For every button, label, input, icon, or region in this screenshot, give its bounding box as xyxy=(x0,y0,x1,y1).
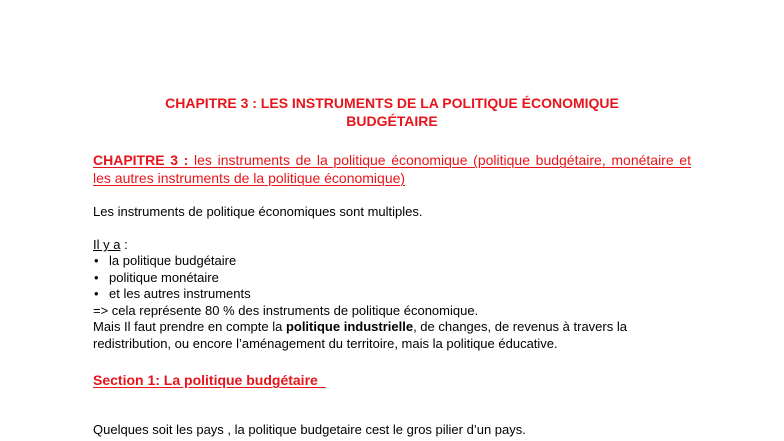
main-title-line-1: CHAPITRE 3 : LES INSTRUMENTS DE LA POLITIQUE ÉCONOMIQUE xyxy=(165,95,619,111)
other-policies-paragraph xyxy=(93,319,691,352)
main-title xyxy=(60,94,724,130)
bullet-icon: • xyxy=(94,286,99,301)
list-item xyxy=(93,253,691,270)
main-title-line-2: BUDGÉTAIRE xyxy=(346,113,438,129)
chapter-heading-label: CHAPITRE 3 : xyxy=(93,152,195,168)
section-heading: Section 1: La politique budgétaire xyxy=(93,372,326,388)
chapter-heading-description: les instruments de la politique économique (politique budgétaire, monétaire et les autres instruments de la politique économique) xyxy=(93,152,691,186)
chapter-heading xyxy=(93,151,691,187)
paragraph-text-start: Mais Il faut prendre en compte la xyxy=(93,319,286,334)
closing-paragraph: Quelques soit les pays , la politique budgetaire cest le gros pilier d’un pays. xyxy=(93,422,526,437)
bullet-icon: • xyxy=(94,253,99,268)
list-item xyxy=(93,270,691,287)
il-y-a-label xyxy=(93,237,691,254)
list-item-text: et les autres instruments xyxy=(109,286,251,301)
list-item-text: politique monétaire xyxy=(109,269,219,285)
instruments-list xyxy=(93,253,691,303)
bullet-icon: • xyxy=(94,269,99,285)
share-statement: => cela représente 80 % des instruments de politique économique. xyxy=(93,303,479,318)
intro-paragraph: Les instruments de politique économiques sont multiples. xyxy=(93,204,423,219)
list-item xyxy=(93,286,691,303)
il-y-a-colon: : xyxy=(120,237,128,252)
il-y-a-text: Il y a xyxy=(93,237,121,252)
paragraph-text-end: , de changes, de revenus à travers la redistribution, ou encore l’aménagement du territoire, mais la politique éducative. xyxy=(93,319,627,351)
paragraph-bold-term: politique industrielle xyxy=(285,319,414,334)
list-item-text: la politique budgétaire xyxy=(109,253,237,268)
